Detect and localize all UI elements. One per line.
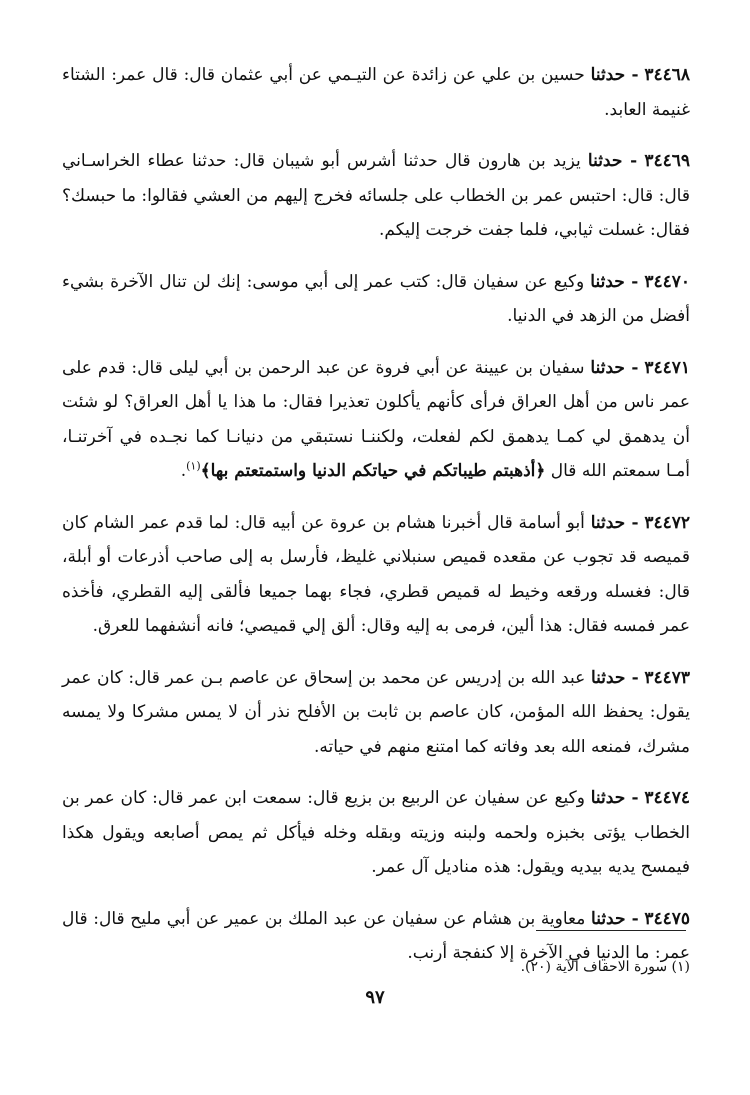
hadith-number: ٣٤٤٧٢ <box>644 512 691 533</box>
page-number: ٩٧ <box>365 987 385 1008</box>
quran-verse: ﴿أذهبتم طيباتكم في حياتكم الدنيا واستمتعتم بها﴾ <box>200 461 546 481</box>
hadith-text: وكيع عن سفيان قال: كتب عمر إلى أبي موسى: إنك لن تنال الآخرة بشيء أفضل من الزهد في الدنيا. <box>62 271 690 326</box>
narration-lead: - حدثنا <box>590 357 639 378</box>
footnote: (١) سورة الاحقاف الآية (٢٠). <box>520 959 690 975</box>
narration-lead: - حدثنا <box>591 908 639 929</box>
hadith-text: سفيان بن عيينة عن أبي فروة عن عبد الرحمن بن أبي ليلى قال: قدم على عمر ناس من أهل العراق فرأى كأنهم يأكلون تعذيرا فقال: ما هذا يا أهل العراق؟ لو شئت أن يدهمق لي كمـا يدهمق لكم لفعلت، ولكننـا نستبقي من دنيانـا كما نجـده في آخرتنـا، أمـا سمعتم الله قال <box>62 357 690 481</box>
narration-lead: - حدثنا <box>590 512 639 533</box>
hadith-entry <box>62 351 690 489</box>
hadith-text: معاوية بن هشام عن سفيان عن عبد الملك بن عمير عن أبي مليح قال: قال عمر: ما الدنيا في الآخرة إلا كنفجة أرنب. <box>62 908 690 963</box>
hadith-text: وكيع عن سفيان عن الربيع بن بزيع قال: سمعت ابن عمر قال: كان عمر بن الخطاب يؤتى بخبزه ولحمه ولبنه وزيته وبقله وخله فيأكل ثم يمص أصابعه ويقول هكذا فيمسح يديه بيديه ويقول: هذه مناديل آل عمر. <box>62 788 690 877</box>
narration-lead: - حدثنا <box>587 151 638 171</box>
narration-lead: - حدثنا <box>590 271 639 292</box>
hadith-entry <box>62 506 690 644</box>
hadith-number: ٣٤٤٧٤ <box>644 788 690 808</box>
hadith-entry <box>62 781 690 885</box>
hadith-text: يزيد بن هارون قال حدثنا أشرس أبو شيبان قال: حدثنا عطاء الخراسـاني قال: قال: احتبس عمر بن الخطاب على جلسائه فخرج إليهم من العشي فقالوا: ما حبسك؟ فقال: غسلت ثيابي، فلما جفت خرجت إليكم. <box>62 151 690 240</box>
footnote-separator <box>536 930 686 931</box>
hadith-number: ٣٤٤٧٣ <box>644 667 691 688</box>
hadith-text: عبد الله بن إدريس عن محمد بن إسحاق عن عاصم بـن عمر قال: كان عمر يقول: يحفظ الله المؤمن، كان عاصم بن ثابت بن الأفلح نذر أن لا يمس مشركا ولا يمسه مشرك، فمنعه الله بعد وفاته كما امتنع منهم في حياته. <box>62 667 690 757</box>
hadith-number: ٣٤٤٧٥ <box>644 908 691 929</box>
hadith-number: ٣٤٤٧١ <box>644 357 691 378</box>
hadith-text: حسين بن علي عن زائدة عن التيـمي عن أبي عثمان قال: قال عمر: الشتاء غنيمة العابد. <box>62 65 690 120</box>
narration-lead: - حدثنا <box>590 667 639 688</box>
hadith-entry <box>62 661 690 765</box>
narration-lead: - حدثنا <box>590 65 639 85</box>
hadith-number: ٣٤٤٧٠ <box>644 271 691 292</box>
hadith-number: ٣٤٤٦٩ <box>644 151 691 171</box>
hadith-entry <box>62 265 690 334</box>
hadith-entry <box>62 58 690 127</box>
narration-lead: - حدثنا <box>590 788 639 808</box>
hadith-text: أبو أسامة قال أخبرنا هشام بن عروة عن أبيه قال: لما قدم عمر الشام كان قميصه قد تجوب عن مقعده قميص سنبلاني غليظ، فأرسل به إلى صاحب أذرعات أو أبلة، قال: فغسله ورقعه وخيط له قميص قطري، فجاء بهما جميعا فألقى إليه القطري، فأخذه عمر فمسه فقال: هذا ألين، فرمى به إليه وقال: ألق إلي قميصي؛ فانه أنشفهما للعرق. <box>62 512 690 636</box>
hadith-entry <box>62 144 690 248</box>
footnote-marker: (١) <box>186 459 201 473</box>
hadith-number: ٣٤٤٦٨ <box>644 65 691 85</box>
sentence-end: . <box>180 461 187 481</box>
hadith-text-body <box>62 58 690 988</box>
